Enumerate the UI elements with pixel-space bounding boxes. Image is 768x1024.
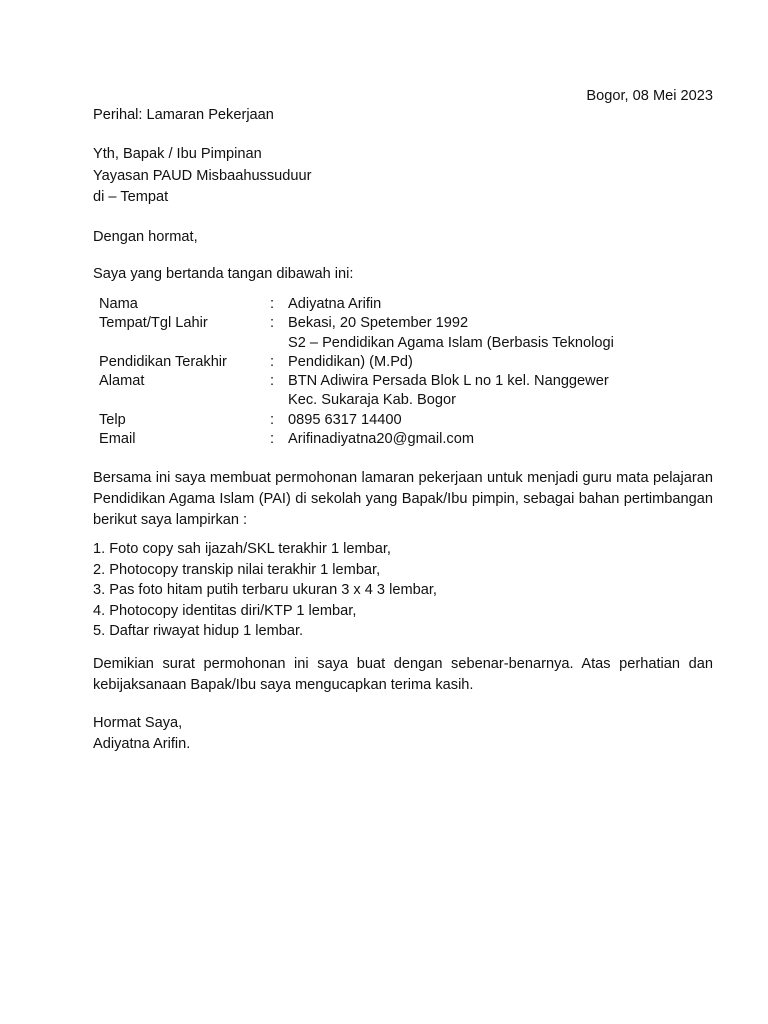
email-label: Email [99, 431, 136, 448]
birth-value: Bekasi, 20 Spetember 1992 [288, 315, 469, 332]
identity-row-email [99, 430, 659, 449]
signoff: Hormat Saya, [93, 715, 183, 731]
list-item: 3. Pas foto hitam putih terbaru ukuran 3 x 4 3 lembar, [93, 582, 437, 598]
list-item: 1. Foto copy sah ijazah/SKL terakhir 1 lembar, [93, 541, 391, 557]
identity-row-birth [99, 314, 659, 333]
identity-table [99, 295, 659, 449]
birth-label: Tempat/Tgl Lahir [99, 315, 208, 332]
closing-paragraph: Demikian surat permohonan ini saya buat dengan sebenar-benarnya. Atas perhatian dan kebijaksanaan Bapak/Ibu saya mengucapkan terima kasih. [93, 656, 713, 693]
list-item: 4. Photocopy identitas diri/KTP 1 lembar, [93, 602, 357, 619]
education-value-line-2: Pendidikan) (M.Pd) [288, 353, 413, 370]
identity-row-name [99, 295, 659, 314]
separator: : [270, 431, 275, 448]
separator: : [270, 353, 275, 370]
separator: : [270, 315, 275, 332]
recipient-line-1: Yth, Bapak / Ibu Pimpinan [93, 146, 262, 162]
email-value: Arifinadiyatna20@gmail.com [288, 431, 474, 448]
identity-row-address-1 [99, 372, 659, 391]
attachment-list [93, 539, 437, 642]
education-label: Pendidikan Terakhir [99, 353, 227, 370]
identity-row-phone [99, 411, 659, 430]
address-value-line-1: BTN Adiwira Persada Blok L no 1 kel. Nanggewer [288, 373, 609, 390]
body-paragraph: Bersama ini saya membuat permohonan lamaran pekerjaan untuk menjadi guru mata pelajaran Pendidikan Agama Islam (PAI) di sekolah yang Bapak/Ibu pimpin, sebagai bahan pertimbangan berikut saya lampirkan : [93, 470, 713, 528]
place-date: Bogor, 08 Mei 2023 [586, 88, 713, 104]
recipient-line-3: di – Tempat [93, 189, 169, 205]
separator: : [270, 296, 275, 312]
separator: : [270, 411, 275, 428]
address-label: Alamat [99, 373, 145, 390]
intro-line: Saya yang bertanda tangan dibawah ini: [93, 266, 354, 282]
name-label: Nama [99, 296, 138, 312]
education-value-line-1: S2 – Pendidikan Agama Islam (Berbasis Teknologi [288, 334, 614, 351]
greeting: Dengan hormat, [93, 229, 198, 245]
identity-row-address-2 [99, 391, 659, 410]
identity-row-education-2 [99, 353, 659, 372]
list-item: 2. Photocopy transkip nilai terakhir 1 lembar, [93, 561, 381, 578]
separator: : [270, 373, 275, 390]
list-item: 5. Daftar riwayat hidup 1 lembar. [93, 623, 304, 639]
subject-line: Perihal: Lamaran Pekerjaan [93, 107, 274, 123]
recipient-line-2: Yayasan PAUD Misbaahussuduur [93, 168, 312, 184]
phone-value: 0895 6317 14400 [288, 411, 402, 428]
name-value: Adiyatna Arifin [288, 296, 382, 312]
identity-row-education-1 [99, 334, 659, 353]
signature-name: Adiyatna Arifin. [93, 736, 191, 752]
phone-label: Telp [99, 411, 126, 428]
address-value-line-2: Kec. Sukaraja Kab. Bogor [288, 392, 456, 409]
